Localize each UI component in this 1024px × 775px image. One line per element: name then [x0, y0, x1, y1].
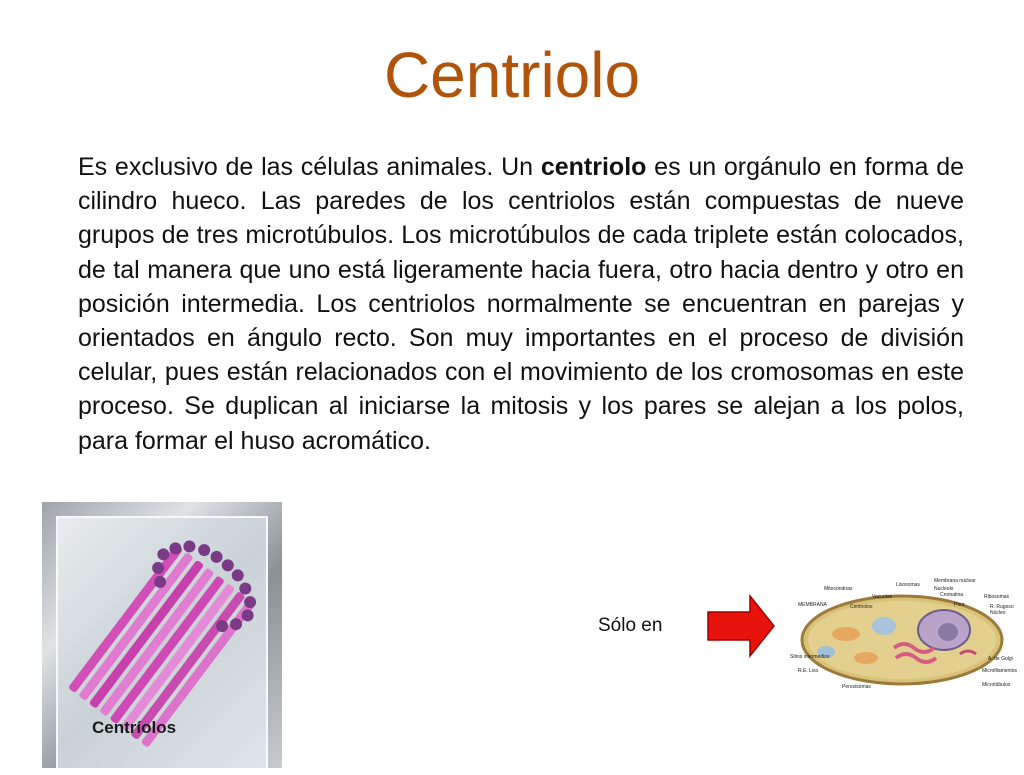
- paragraph-bold-term: centriolo: [540, 153, 647, 181]
- cell-label-9: Ribosomas: [984, 594, 1010, 600]
- cell-label-7: Centriolos: [850, 604, 873, 610]
- cell-label-14: R.E. Liso: [798, 668, 819, 674]
- cell-label-2: Mitocondrias: [824, 586, 853, 592]
- only-in-label: Sólo en: [598, 615, 663, 636]
- slide-title: Centriolo: [383, 39, 641, 111]
- cell-label-4: Nucleolo: [934, 586, 954, 592]
- cell-label-17: Microtúbulos: [982, 682, 1011, 688]
- paragraph-part-1: Es exclusivo de las células animales. Un: [78, 153, 541, 181]
- centriole-illustration: [42, 502, 282, 768]
- cell-label-5: Cromatina: [940, 592, 964, 598]
- cell-label-3: Vacuolas: [872, 594, 893, 600]
- cell-label-13: A. de Golgi: [988, 656, 1013, 662]
- cell-label-6: MEMBRANA: [798, 602, 827, 608]
- cell-label-16: Peroxisomas: [842, 684, 871, 690]
- cell-label-10: R. Rugoso: [990, 604, 1014, 610]
- cell-label-8: Poro: [954, 602, 965, 608]
- arrow-right-icon: [706, 594, 776, 658]
- animal-cell-diagram: [784, 574, 1024, 692]
- cell-label-0: Lisosomas: [896, 582, 920, 588]
- paragraph-part-2: es un orgánulo en forma de cilindro hueco. Las paredes de los centriolos están compuestas de nueve grupos de tres microtúbulos. Los microtúbulos de cada triplete están colocados, de tal manera que uno está ligeramente hacia fuera, otro hacia dentro y otro en posición intermedia. Los centriolos normalmente se encuentran en parejas y orientados en ángulo recto. Son muy importantes en el proceso de división celular, pues están relacionados con el movimiento de los cromosomas en este proceso. Se duplican al iniciarse la mitosis y los pares se alejan a los polos, para formar el huso acromático.: [78, 153, 964, 455]
- description-paragraph: [78, 150, 964, 458]
- centriole-illustration-label: Centríolos: [92, 718, 177, 737]
- cell-label-12: Sitios intermedios: [790, 654, 830, 660]
- cell-label-11: Núcleo: [990, 610, 1006, 616]
- centriole-illustration-panel: [56, 516, 268, 768]
- cell-label-1: Membrana nuclear: [934, 578, 976, 584]
- cell-label-15: Microfilamentos: [982, 668, 1018, 674]
